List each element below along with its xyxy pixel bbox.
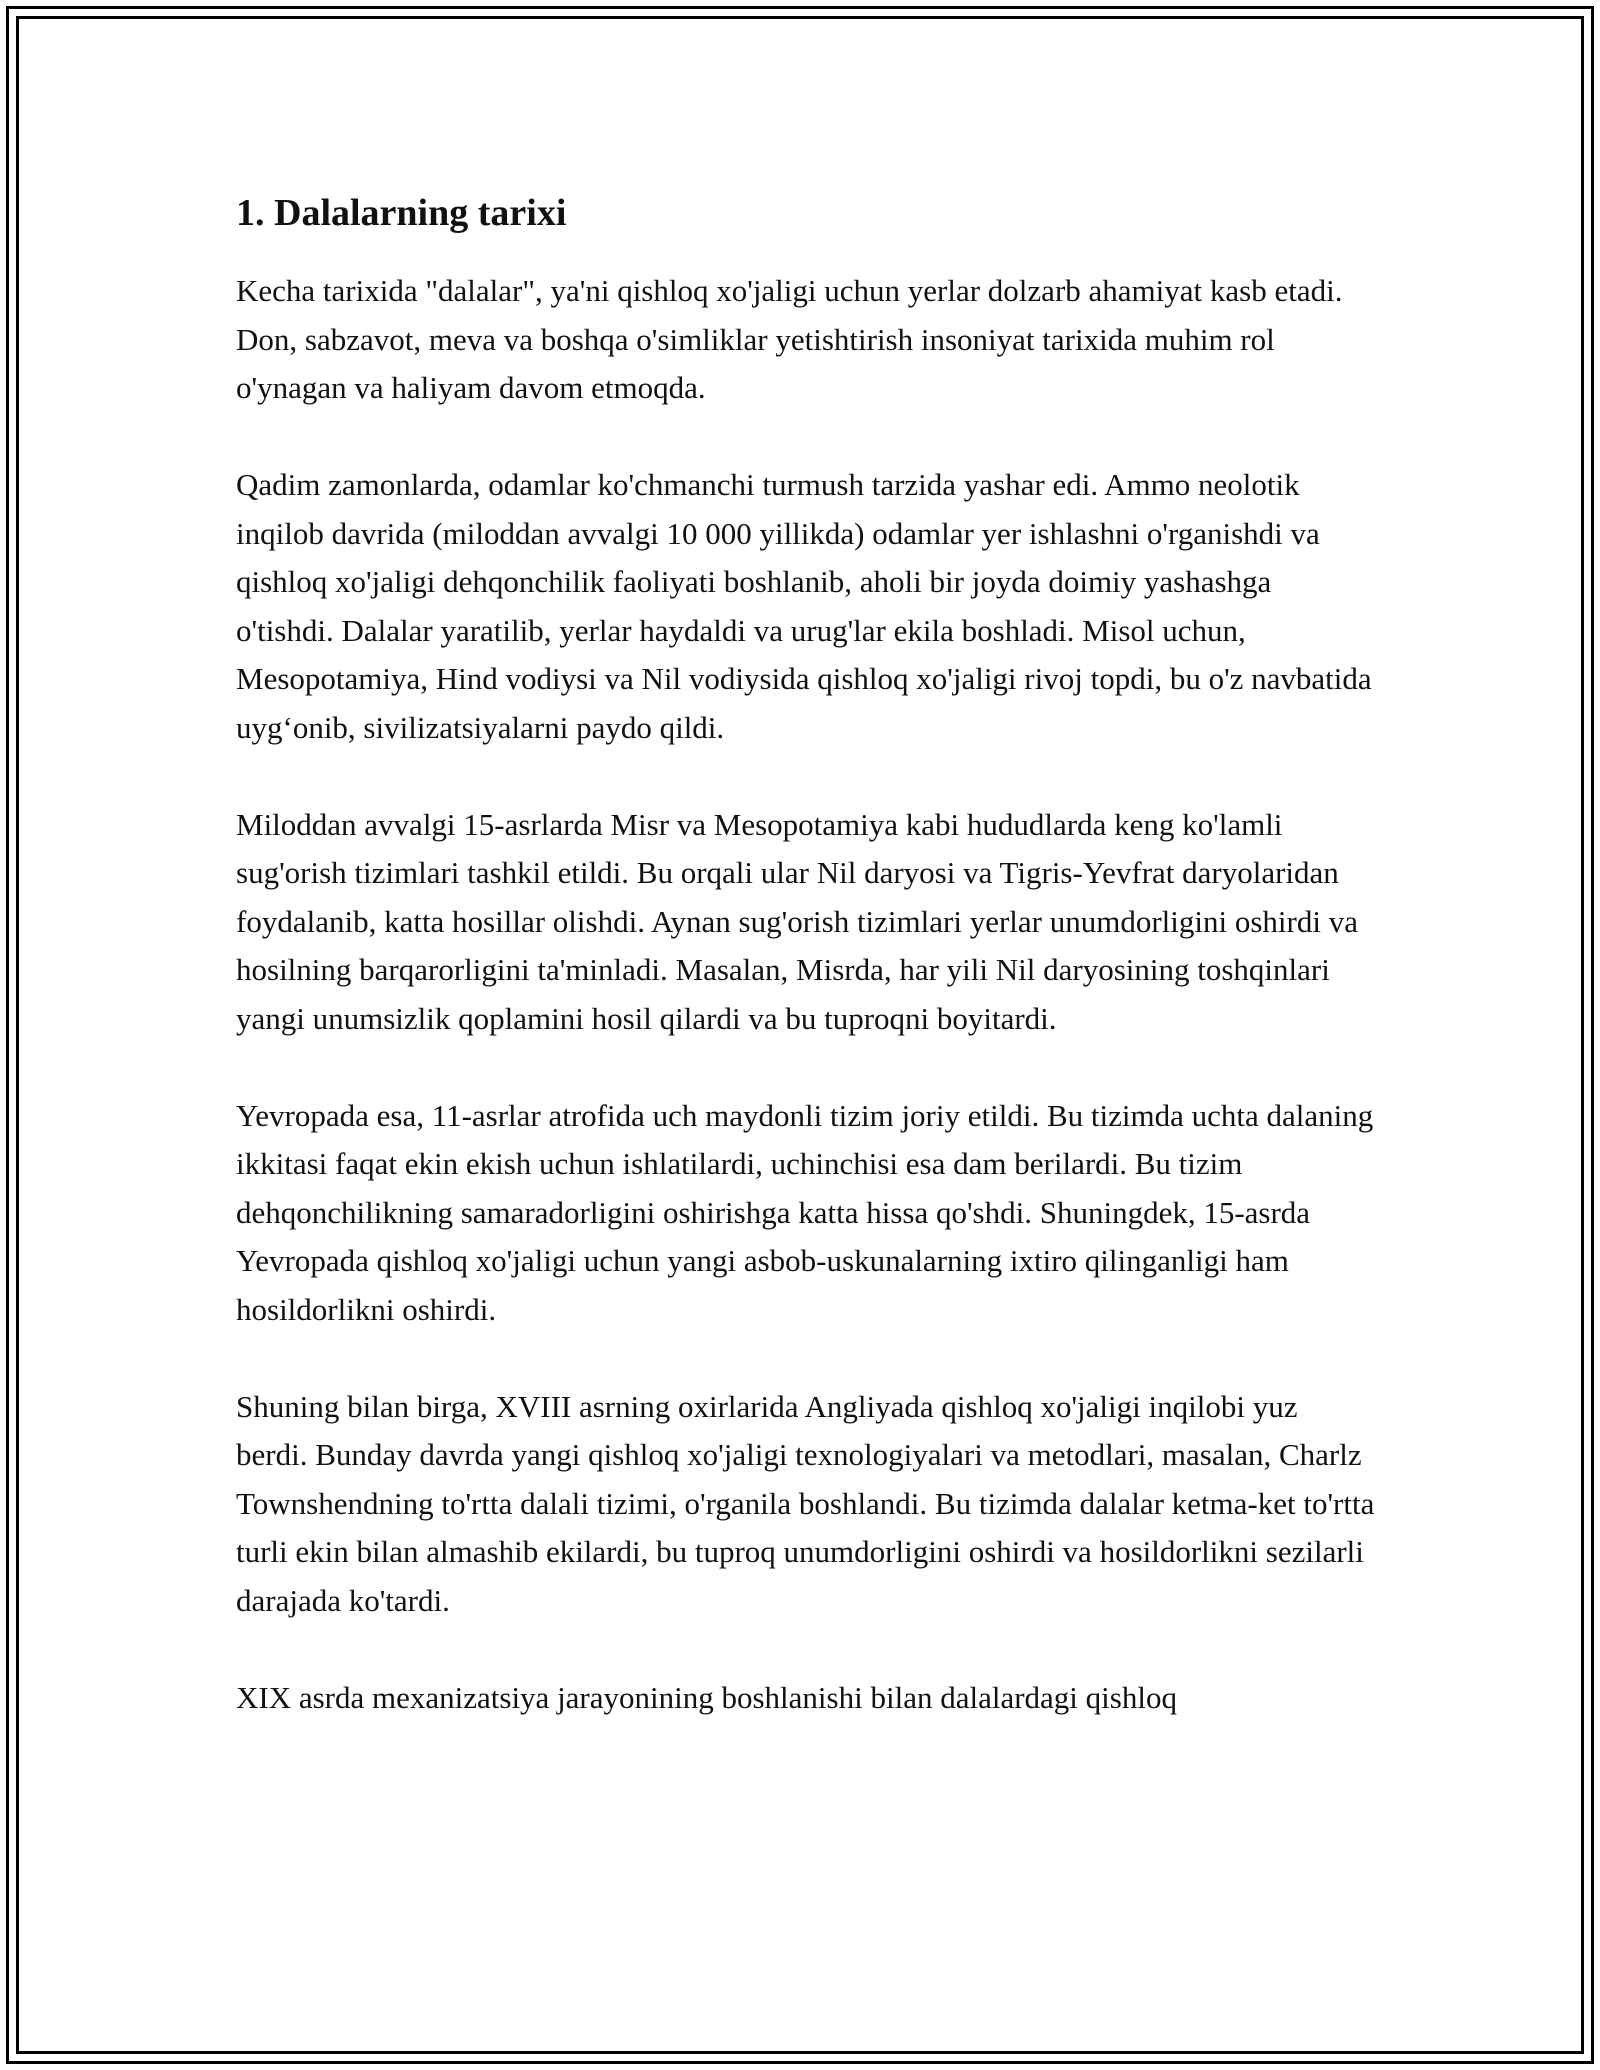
- paragraph-1: Kecha tarixida "dalalar", ya'ni qishloq xo'jaligi uchun yerlar dolzarb ahamiyat kasb etadi. Don, sabzavot, meva va boshqa o'simliklar yetishtirish insoniyat tarixida muhim rol o'ynagan va haliyam davom etmoqda.: [236, 273, 1343, 405]
- paragraph-3: Miloddan avvalgi 15-asrlarda Misr va Mesopotamiya kabi hududlarda keng ko'lamli sug'orish tizimlari tashkil etildi. Bu orqali ular Nil daryosi va Tigris-Yevfrat daryolaridan foydalanib, katta hosillar olishdi. Aynan sug'orish tizimlari yerlar unumdorligini oshirdi va hosilning barqarorligini ta'minladi. Masalan, Misrda, har yili Nil daryosining toshqinlari yangi unumsizlik qoplamini hosil qilardi va bu tuproqni boyitardi.: [236, 806, 1358, 1036]
- paragraph-4: Yevropada esa, 11-asrlar atrofida uch maydonli tizim joriy etildi. Bu tizimda uchta dalaning ikkitasi faqat ekin ekish uchun ishlatilardi, uchinchisi esa dam berilardi. Bu tizim dehqonchilikning samaradorligini oshirishga katta hissa qo'shdi. Shuningdek, 15-asrda Yevropada qishloq xo'jaligi uchun yangi asbob-uskunalarning ixtiro qilinganligi ham hosildorlikni oshirdi.: [236, 1097, 1374, 1327]
- paragraph-6: XIX asrda mexanizatsiya jarayonining boshlanishi bilan dalalardagi qishloq: [236, 1679, 1177, 1715]
- paragraph-5: Shuning bilan birga, XVIII asrning oxirlarida Angliyada qishloq xo'jaligi inqilobi yuz berdi. Bunday davrda yangi qishloq xo'jaligi texnologiyalari va metodlari, masalan, Charlz Townshendning to'rtta dalali tizimi, o'rganila boshlandi. Bu tizimda dalalar ketma-ket to'rtta turli ekin bilan almashib ekilardi, bu tuproq unumdorligini oshirdi va hosildorlikni sezilarli darajada ko'tardi.: [236, 1388, 1375, 1618]
- document-body: [236, 185, 1376, 1771]
- section-heading: 1. Dalalarning tarixi: [236, 192, 567, 234]
- paragraph-2: Qadim zamonlarda, odamlar ko'chmanchi turmush tarzida yashar edi. Ammo neolotik inqilob davrida (miloddan avvalgi 10 000 yillikda) odamlar yer ishlashni o'rganishdi va qishloq xo'jaligi dehqonchilik faoliyati boshlanib, aholi bir joyda doimiy yashashga o'tishdi. Dalalar yaratilib, yerlar haydaldi va urug'lar ekila boshladi. Misol uchun, Mesopotamiya, Hind vodiysi va Nil vodiysida qishloq xo'jaligi rivoj topdi, bu o'z navbatida uyg‘onib, sivilizatsiyalarni paydo qildi.: [236, 467, 1372, 745]
